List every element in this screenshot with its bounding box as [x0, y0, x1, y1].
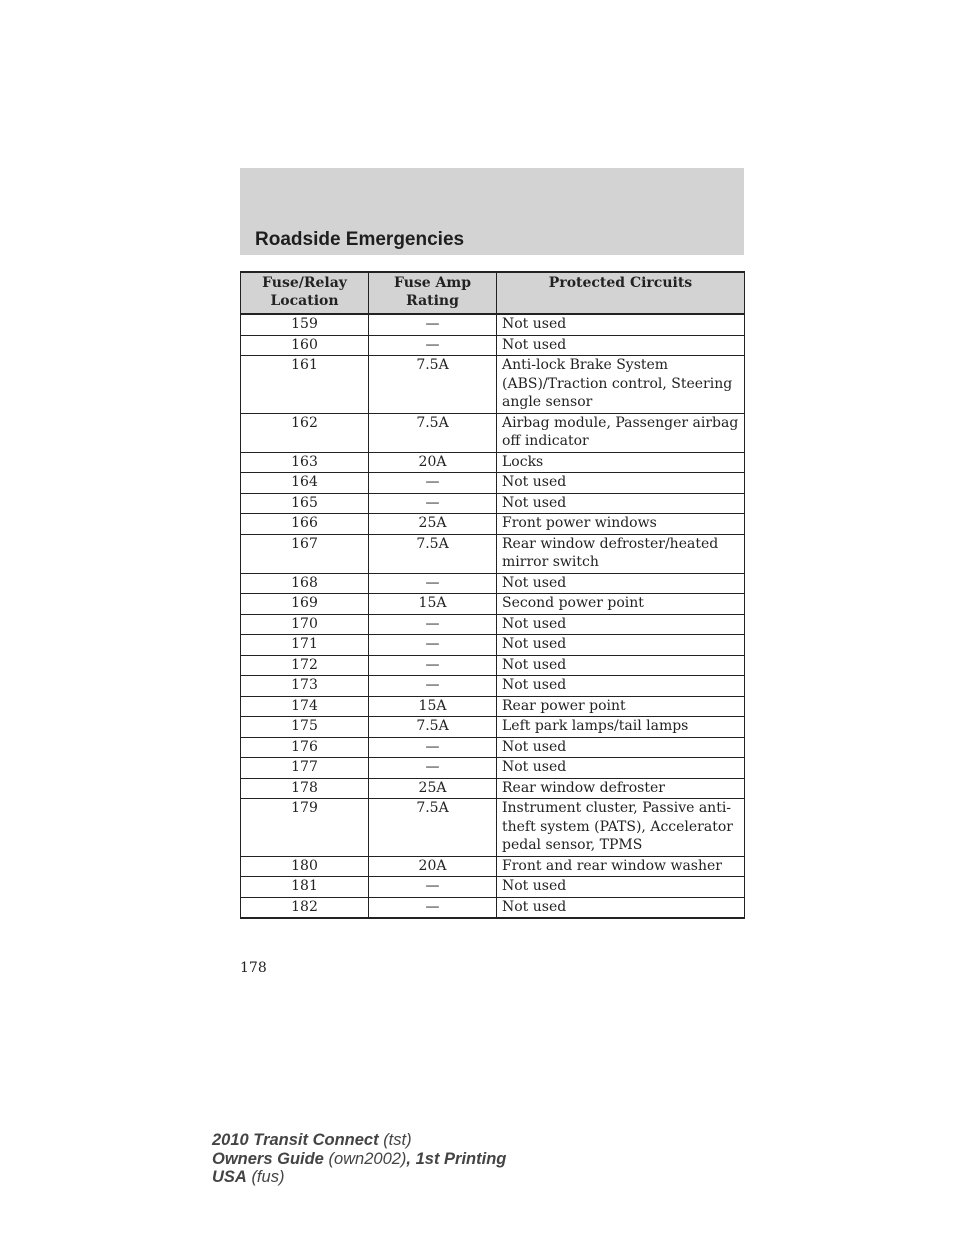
table-row [241, 514, 745, 535]
fuse-location-cell: 177 [241, 758, 369, 779]
fuse-location-cell: 174 [241, 696, 369, 717]
footer-line-3 [212, 1168, 506, 1187]
protected-circuit-cell: Rear power point [497, 696, 745, 717]
page-number: 178 [240, 960, 267, 976]
protected-circuit-cell: Not used [497, 635, 745, 656]
fuse-rating-cell: 25A [369, 778, 497, 799]
table-row [241, 573, 745, 594]
protected-circuit-cell: Not used [497, 758, 745, 779]
fuse-rating-cell: — [369, 758, 497, 779]
column-header-text: Fuse Amp [394, 275, 471, 291]
table-row [241, 877, 745, 898]
fuse-location-cell: 164 [241, 473, 369, 494]
fuse-location-cell: 159 [241, 314, 369, 335]
fuse-location-cell: 175 [241, 717, 369, 738]
fuse-rating-cell: — [369, 335, 497, 356]
fuse-location-cell: 160 [241, 335, 369, 356]
protected-circuit-cell: Not used [497, 737, 745, 758]
protected-circuit-cell: Second power point [497, 594, 745, 615]
protected-circuit-cell: Not used [497, 493, 745, 514]
column-header-location [241, 272, 369, 314]
protected-circuit-cell: Not used [497, 877, 745, 898]
protected-circuit-cell: Front and rear window washer [497, 856, 745, 877]
section-header-band [240, 168, 744, 255]
column-header-circuits [497, 272, 745, 314]
table-row [241, 314, 745, 335]
fuse-rating-cell: — [369, 877, 497, 898]
fuse-location-cell: 182 [241, 897, 369, 918]
protected-circuit-cell: Not used [497, 473, 745, 494]
footer-guide: Owners Guide [212, 1149, 324, 1168]
fuse-rating-cell: 7.5A [369, 413, 497, 452]
fuse-rating-cell: — [369, 614, 497, 635]
fuse-rating-cell: 25A [369, 514, 497, 535]
table-header-row [241, 272, 745, 314]
fuse-rating-cell: — [369, 655, 497, 676]
table-row [241, 493, 745, 514]
fuse-rating-cell: — [369, 737, 497, 758]
protected-circuit-cell: Front power windows [497, 514, 745, 535]
table-row [241, 413, 745, 452]
table-row [241, 594, 745, 615]
fuse-rating-cell: — [369, 573, 497, 594]
protected-circuit-cell: Not used [497, 676, 745, 697]
fuse-location-cell: 180 [241, 856, 369, 877]
protected-circuit-cell: Left park lamps/tail lamps [497, 717, 745, 738]
fuse-location-cell: 173 [241, 676, 369, 697]
protected-circuit-cell: Airbag module, Passenger airbag off indicator [497, 413, 745, 452]
footer-model-code: (tst) [383, 1131, 412, 1149]
fuse-location-cell: 165 [241, 493, 369, 514]
protected-circuit-cell: Not used [497, 897, 745, 918]
protected-circuit-cell: Not used [497, 655, 745, 676]
fuse-location-cell: 181 [241, 877, 369, 898]
fuse-location-cell: 179 [241, 799, 369, 857]
table-row [241, 897, 745, 918]
table-row [241, 799, 745, 857]
fuse-rating-cell: 7.5A [369, 799, 497, 857]
section-title: Roadside Emergencies [255, 229, 465, 250]
fuse-rating-cell: — [369, 314, 497, 335]
protected-circuit-cell: Instrument cluster, Passive anti-theft system (PATS), Accelerator pedal sensor, TPMS [497, 799, 745, 857]
fuse-rating-cell: 20A [369, 452, 497, 473]
footer-model: 2010 Transit Connect [212, 1131, 379, 1149]
fuse-location-cell: 166 [241, 514, 369, 535]
footer [212, 1131, 506, 1187]
fuse-location-cell: 176 [241, 737, 369, 758]
footer-market-code: (fus) [251, 1168, 285, 1186]
fuse-table [240, 271, 745, 919]
footer-line-2 [212, 1150, 506, 1169]
table-row [241, 335, 745, 356]
table-row [241, 356, 745, 414]
fuse-location-cell: 170 [241, 614, 369, 635]
protected-circuit-cell: Not used [497, 614, 745, 635]
fuse-location-cell: 163 [241, 452, 369, 473]
fuse-rating-cell: — [369, 897, 497, 918]
protected-circuit-cell: Rear window defroster/heated mirror switch [497, 534, 745, 573]
footer-printing: , 1st Printing [406, 1149, 507, 1168]
table-row [241, 758, 745, 779]
fuse-rating-cell: 7.5A [369, 534, 497, 573]
fuse-location-cell: 162 [241, 413, 369, 452]
column-header-text: Location [270, 293, 339, 309]
protected-circuit-cell: Anti-lock Brake System (ABS)/Traction control, Steering angle sensor [497, 356, 745, 414]
protected-circuit-cell: Not used [497, 335, 745, 356]
fuse-location-cell: 171 [241, 635, 369, 656]
protected-circuit-cell: Not used [497, 573, 745, 594]
footer-guide-code: (own2002) [328, 1149, 407, 1168]
table-row [241, 676, 745, 697]
fuse-location-cell: 169 [241, 594, 369, 615]
table-row [241, 856, 745, 877]
fuse-location-cell: 167 [241, 534, 369, 573]
fuse-rating-cell: 7.5A [369, 717, 497, 738]
fuse-rating-cell: 20A [369, 856, 497, 877]
fuse-rating-cell: 15A [369, 594, 497, 615]
fuse-rating-cell: 15A [369, 696, 497, 717]
fuse-rating-cell: — [369, 635, 497, 656]
fuse-location-cell: 161 [241, 356, 369, 414]
column-header-rating [369, 272, 497, 314]
fuse-location-cell: 168 [241, 573, 369, 594]
table-row [241, 473, 745, 494]
fuse-location-cell: 178 [241, 778, 369, 799]
protected-circuit-cell: Not used [497, 314, 745, 335]
column-header-text: Protected Circuits [548, 275, 693, 291]
protected-circuit-cell: Rear window defroster [497, 778, 745, 799]
table-body [241, 314, 745, 918]
fuse-rating-cell: — [369, 676, 497, 697]
fuse-rating-cell: — [369, 473, 497, 494]
fuse-rating-cell: — [369, 493, 497, 514]
protected-circuit-cell: Locks [497, 452, 745, 473]
table-row [241, 737, 745, 758]
table-row [241, 778, 745, 799]
table-row [241, 655, 745, 676]
column-header-text: Fuse/Relay [262, 275, 347, 291]
table-row [241, 452, 745, 473]
table-row [241, 635, 745, 656]
table-row [241, 717, 745, 738]
table-row [241, 696, 745, 717]
column-header-text: Rating [406, 293, 459, 309]
footer-market: USA [212, 1168, 247, 1186]
table-row [241, 614, 745, 635]
table-row [241, 534, 745, 573]
footer-line-1 [212, 1131, 506, 1150]
fuse-location-cell: 172 [241, 655, 369, 676]
fuse-rating-cell: 7.5A [369, 356, 497, 414]
